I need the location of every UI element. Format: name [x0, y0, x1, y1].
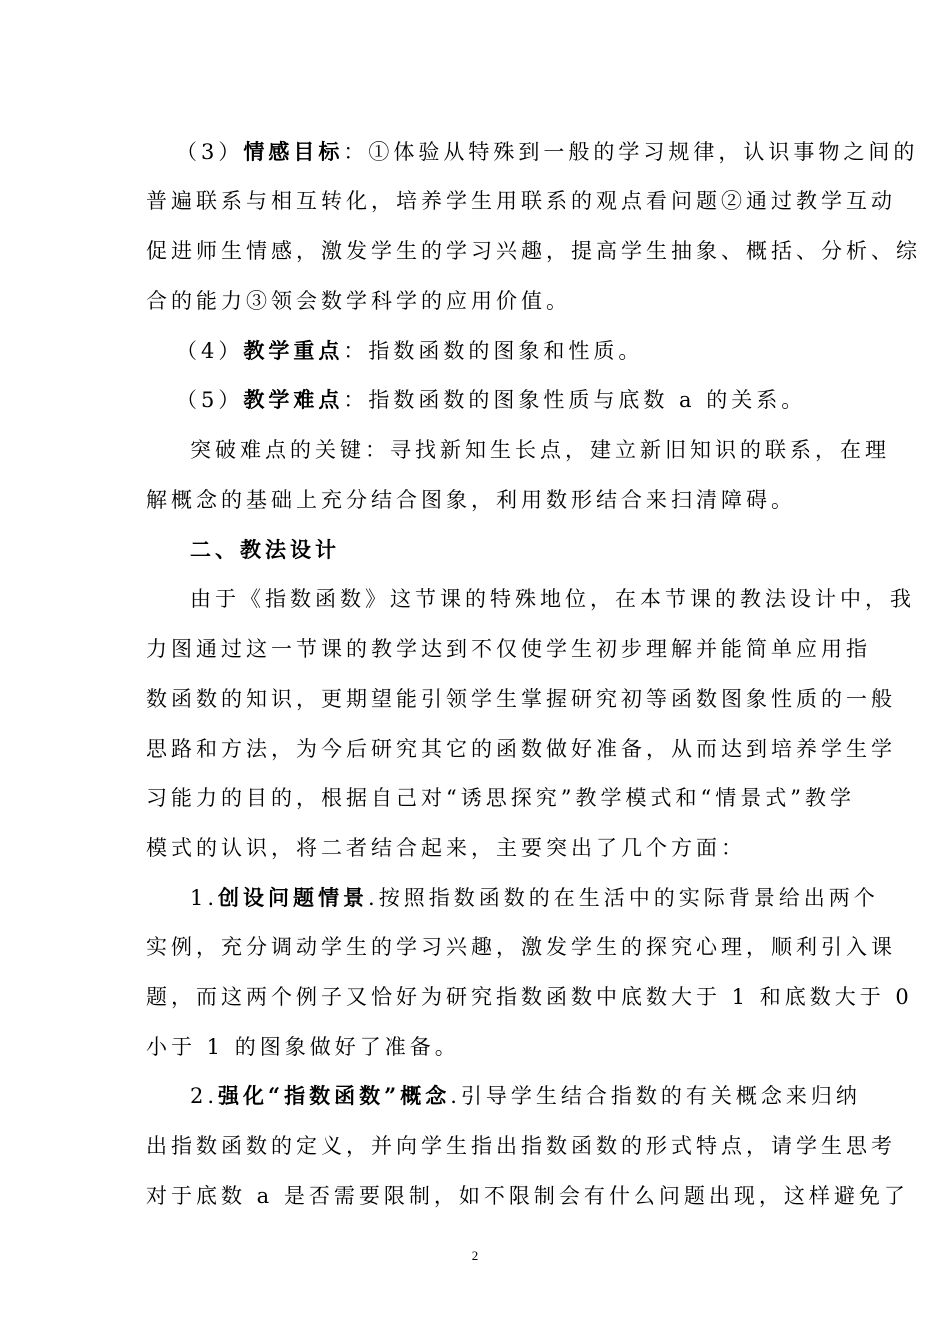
paragraph-line: 对于底数 a 是否需要限制，如不限制会有什么问题出现，这样避免了	[146, 1184, 909, 1208]
paragraph-line: 解概念的基础上充分结合图象，利用数形结合来扫清障碍。	[146, 488, 796, 512]
paragraph-line: 突破难点的关键：寻找新知生长点，建立新旧知识的联系，在理	[190, 438, 890, 462]
list-item-strengthen-concept	[190, 1081, 861, 1111]
text-run: .引导学生结合指数的有关概念来归纳	[450, 1084, 861, 1108]
text-run: ：指数函数的图象和性质。	[343, 339, 644, 363]
paragraph-line: 题，而这两个例子又恰好为研究指数函数中底数大于 1 和底数大于 0	[146, 985, 913, 1009]
paragraph-line: 思路和方法，为今后研究其它的函数做好准备，从而达到培养学生学	[146, 737, 896, 761]
paragraph-line: 实例，充分调动学生的学习兴趣，激发学生的探究心理，顺利引入课	[146, 935, 896, 959]
text-run: ：指数函数的图象性质与底数 a 的关系。	[343, 388, 807, 412]
item-number: （4）	[176, 339, 244, 363]
text-run: .按照指数函数的在生活中的实际背景给出两个	[368, 886, 879, 910]
heading-emotional-goal: 情感目标	[243, 139, 344, 164]
item-number: （5）	[176, 388, 244, 412]
paragraph-line: 习能力的目的，根据自己对“诱思探究”教学模式和“情景式”教学	[146, 786, 855, 810]
paragraph-teaching-focus	[176, 336, 806, 366]
item-number: 2.	[190, 1084, 219, 1108]
list-item-problem-scenario	[190, 883, 879, 913]
paragraph-line: 合的能力③领会数学科学的应用价值。	[146, 289, 571, 313]
heading-teaching-difficulty: 教学难点	[243, 387, 344, 412]
paragraph-line: 数函数的知识，更期望能引领学生掌握研究初等函数图象性质的一般	[146, 687, 896, 711]
section-heading-teaching-method: 二、教法设计	[190, 537, 340, 562]
heading-teaching-focus: 教学重点	[243, 338, 344, 363]
paragraph-line: 力图通过这一节课的教学达到不仅使学生初步理解并能简单应用指	[146, 637, 871, 661]
paragraph-teaching-difficulty	[176, 385, 806, 415]
item-number: （3）	[176, 140, 244, 164]
page-number: 2	[471, 1248, 479, 1263]
paragraph-line: 小于 1 的图象做好了准备。	[146, 1035, 460, 1059]
paragraph-line: 由于《指数函数》这节课的特殊地位，在本节课的教法设计中，我	[190, 587, 915, 611]
heading-problem-scenario: 创设问题情景	[218, 885, 369, 910]
paragraph-line: 模式的认识，将二者结合起来，主要突出了几个方面：	[146, 836, 746, 860]
paragraph-line: 促进师生情感，激发学生的学习兴趣，提高学生抽象、概括、分析、综	[146, 239, 921, 263]
item-number: 1.	[190, 886, 219, 910]
text-run: ：①体验从特殊到一般的学习规律，认识事物之间的	[343, 140, 919, 164]
paragraph-line: 普遍联系与相互转化，培养学生用联系的观点看问题②通过教学互动	[146, 189, 896, 213]
paragraph-line: 出指数函数的定义，并向学生指出指数函数的形式特点，请学生思考	[146, 1134, 896, 1158]
paragraph-emotional-goal-line-1	[176, 137, 919, 167]
heading-strengthen-concept: 强化“指数函数”概念	[218, 1083, 451, 1108]
